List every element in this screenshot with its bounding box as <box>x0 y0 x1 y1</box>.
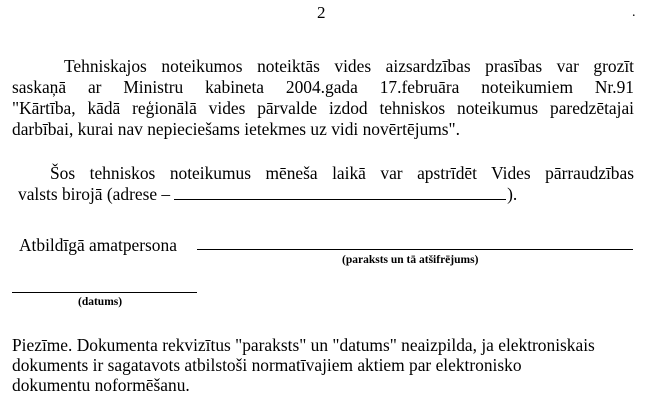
paragraph-line: darbībai, kurai nav nepieciešams ietekmes uz vidi novērtējums". <box>12 119 461 139</box>
address-blank <box>174 185 506 200</box>
date-blank <box>12 292 197 293</box>
paragraph-line: saskaņā ar Ministru kabineta 2004.gada 17.februāra noteikumiem Nr.91 <box>12 77 634 97</box>
paragraph-line: Tehniskajos noteikumos noteiktās vides aizsardzības prasības var grozīt <box>64 56 634 76</box>
address-line <box>12 184 634 205</box>
paragraph-line: Šos tehniskos noteikumus mēneša laikā var apstrīdēt Vides pārraudzības <box>50 163 634 183</box>
note-line: dokumentu noformēšanu. <box>12 375 190 395</box>
responsible-official-label: Atbildīgā amatpersona <box>19 235 177 255</box>
amendment-paragraph <box>12 56 634 140</box>
signature-blank <box>197 249 633 250</box>
appeal-paragraph <box>12 163 634 205</box>
note-line: dokuments ir sagatavots atbilstoši normatīvajiem aktiem par elektronisko <box>12 355 522 375</box>
date-caption: (datums) <box>78 296 123 308</box>
paragraph-line: "Kārtība, kādā reģionālā vides pārvalde izdod tehniskos noteikumus paredzētajai <box>12 98 634 118</box>
note-line: Piezīme. Dokumenta rekvizītus "paraksts" un "datums" neaizpilda, ja elektroniskais <box>12 335 595 355</box>
page-number: 2 <box>317 3 326 22</box>
corner-mark: . <box>632 5 636 20</box>
note-paragraph <box>12 335 634 395</box>
signature-caption: (paraksts un tā atšifrējums) <box>342 254 479 266</box>
address-suffix: ). <box>507 184 518 204</box>
address-prefix: valsts birojā (adrese – <box>18 184 171 204</box>
